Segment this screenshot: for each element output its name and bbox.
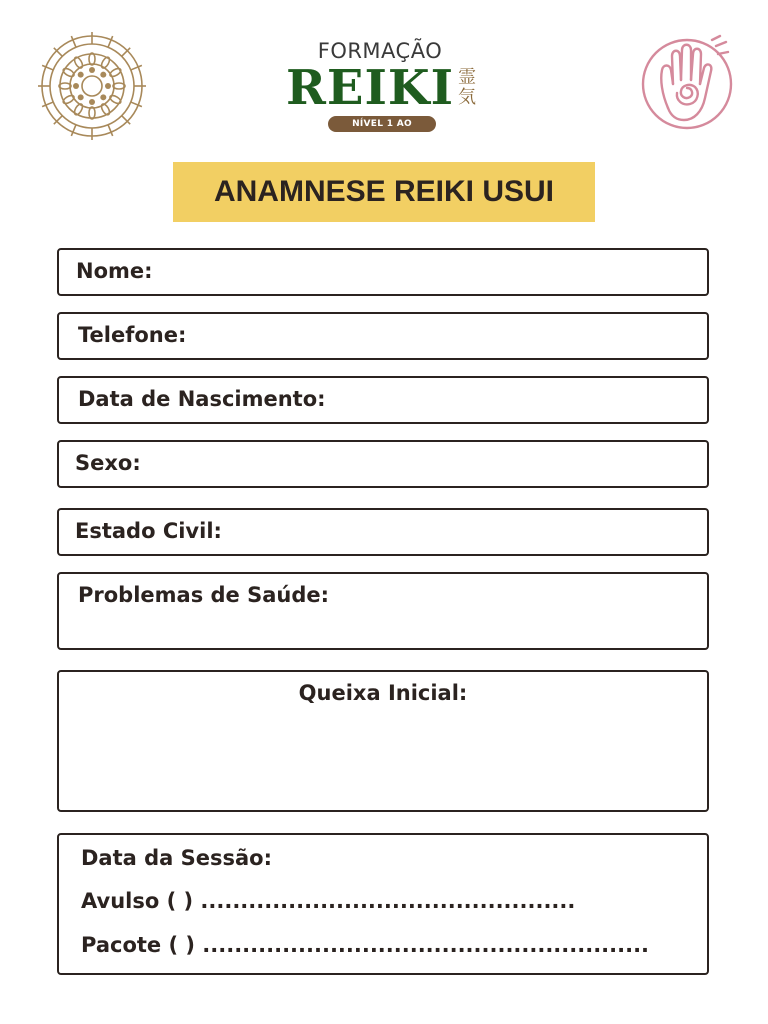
session-box <box>57 833 709 975</box>
nascimento-field[interactable] <box>57 376 709 424</box>
nascimento-label: Data de Nascimento: <box>78 387 326 411</box>
logo <box>280 38 480 145</box>
logo-kanji-text: 霊気 <box>458 67 476 108</box>
avulso-dots: ............................................... <box>200 889 576 913</box>
telefone-label: Telefone: <box>78 323 187 347</box>
pacote-dots: ........................................................ <box>202 933 650 957</box>
pacote-label: Pacote ( ) <box>81 933 203 957</box>
estado-civil-field[interactable] <box>57 508 709 556</box>
estado-civil-label: Estado Civil: <box>75 519 222 543</box>
logo-reiki-text: REIKI <box>286 60 455 116</box>
sexo-label: Sexo: <box>75 451 141 475</box>
hand-icon <box>640 30 734 138</box>
avulso-row[interactable] <box>81 889 575 913</box>
pacote-row[interactable] <box>81 933 649 957</box>
sexo-field[interactable] <box>57 440 709 488</box>
avulso-label: Avulso ( ) <box>81 889 201 913</box>
problemas-saude-label: Problemas de Saúde: <box>78 583 330 607</box>
data-sessao-label: Data da Sessão: <box>81 846 272 870</box>
telefone-field[interactable] <box>57 312 709 360</box>
logo-badge: NÍVEL 1 AO MESTRADO <box>328 116 436 132</box>
nome-label: Nome: <box>76 259 153 283</box>
mandala-icon <box>36 30 148 142</box>
page-title: ANAMNESE REIKI USUI <box>213 175 555 208</box>
logo-top-text: FORMAÇÃO <box>317 39 443 63</box>
queixa-inicial-label: Queixa Inicial: <box>298 681 468 705</box>
title-banner <box>173 162 595 222</box>
nome-field[interactable] <box>57 248 709 296</box>
problemas-saude-field[interactable] <box>57 572 709 650</box>
queixa-inicial-field[interactable] <box>57 670 709 812</box>
